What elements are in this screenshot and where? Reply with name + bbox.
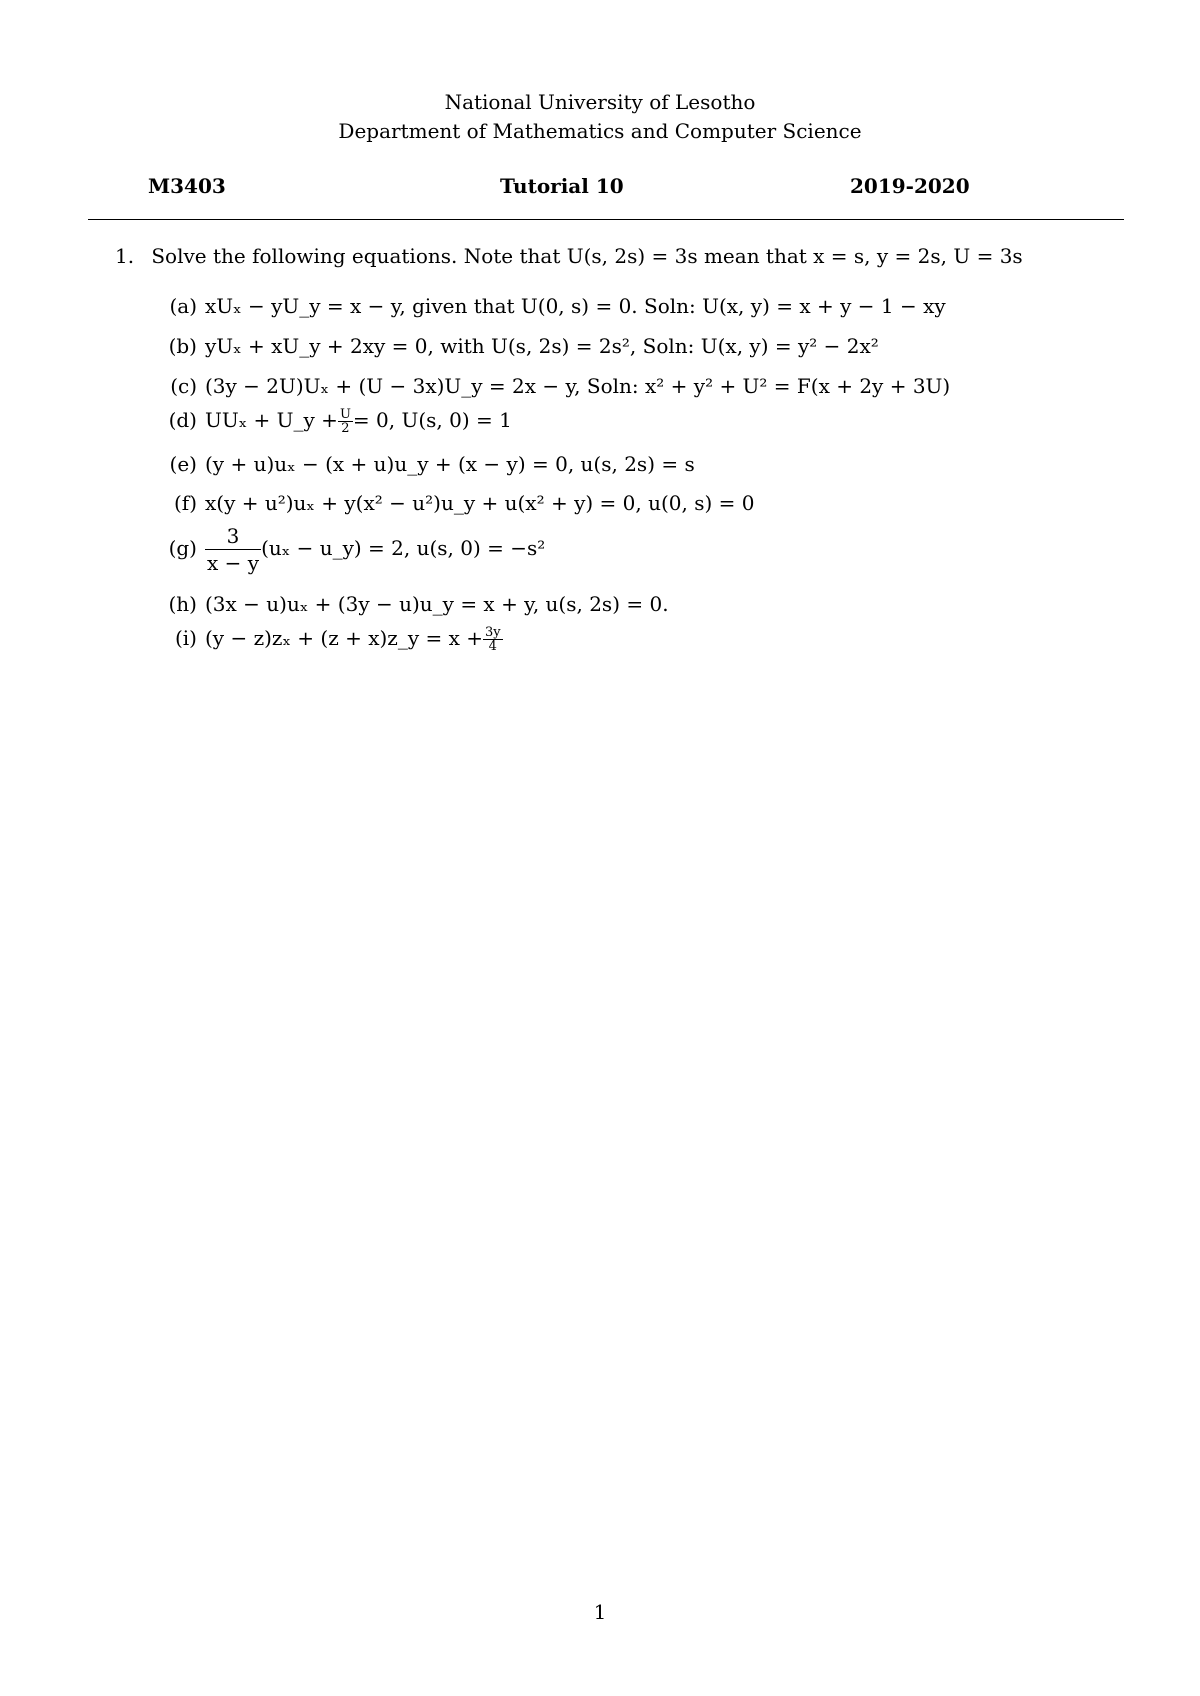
list-item xyxy=(157,408,512,435)
fraction xyxy=(338,408,353,435)
tutorial-title: Tutorial 10 xyxy=(500,174,624,198)
fraction xyxy=(483,626,503,653)
fraction-numerator: 3y xyxy=(485,625,501,640)
question-text: Solve the following equations. Note that U(s, 2s) = 3s mean that x = s, y = 2s, U = 3s xyxy=(151,244,1023,268)
item-label: (i) xyxy=(174,626,197,650)
equation-pre: (y − z)zₓ + (z + x)z_y = x + xyxy=(205,626,483,650)
academic-year: 2019-2020 xyxy=(850,174,970,198)
equation-text: yUₓ + xU_y + 2xy = 0, with U(s, 2s) = 2s², Soln: U(x, y) = y² − 2x² xyxy=(205,334,879,358)
list-item xyxy=(157,592,669,616)
list-item xyxy=(157,626,503,653)
list-item xyxy=(157,491,754,515)
item-label: (e) xyxy=(169,452,197,476)
equation-text: x(y + u²)uₓ + y(x² − u²)u_y + u(x² + y) = 0, u(0, s) = 0 xyxy=(205,491,755,515)
university-name: National University of Lesotho xyxy=(444,90,756,114)
list-item xyxy=(157,294,946,318)
equation-post: (uₓ − u_y) = 2, u(s, 0) = −s² xyxy=(261,536,546,560)
item-label: (a) xyxy=(169,294,197,318)
page-number: 1 xyxy=(593,1600,607,1624)
equation-post: = 0, U(s, 0) = 1 xyxy=(352,408,512,432)
item-label: (b) xyxy=(168,334,197,358)
question-number: 1. xyxy=(115,244,135,268)
list-item xyxy=(157,334,879,358)
fraction-denominator: x − y xyxy=(207,551,260,575)
equation-text: (3y − 2U)Uₓ + (U − 3x)U_y = 2x − y, Soln: x² + y² + U² = F(x + 2y + 3U) xyxy=(205,374,951,398)
fraction xyxy=(205,526,261,573)
header-divider xyxy=(88,219,1124,220)
item-label: (h) xyxy=(168,592,197,616)
fraction-numerator: U xyxy=(339,407,351,422)
question-1 xyxy=(115,244,1023,268)
fraction-numerator: 3 xyxy=(205,526,261,550)
item-label: (d) xyxy=(168,408,197,432)
fraction-denominator: 4 xyxy=(488,639,497,654)
equation-text: (3x − u)uₓ + (3y − u)u_y = x + y, u(s, 2s) = 0. xyxy=(205,592,669,616)
item-label: (f) xyxy=(173,491,197,515)
list-item xyxy=(157,452,695,476)
department-name: Department of Mathematics and Computer Science xyxy=(338,119,862,143)
list-item xyxy=(157,526,545,573)
item-label: (g) xyxy=(168,536,197,560)
equation-text: xUₓ − yU_y = x − y, given that U(0, s) = 0. Soln: U(x, y) = x + y − 1 − xy xyxy=(205,294,946,318)
equation-text: (y + u)uₓ − (x + u)u_y + (x − y) = 0, u(s, 2s) = s xyxy=(205,452,695,476)
equation-pre: UUₓ + U_y + xyxy=(205,408,338,432)
course-code: M3403 xyxy=(148,174,226,198)
fraction-denominator: 2 xyxy=(341,421,350,436)
item-label: (c) xyxy=(170,374,197,398)
list-item xyxy=(157,374,950,398)
